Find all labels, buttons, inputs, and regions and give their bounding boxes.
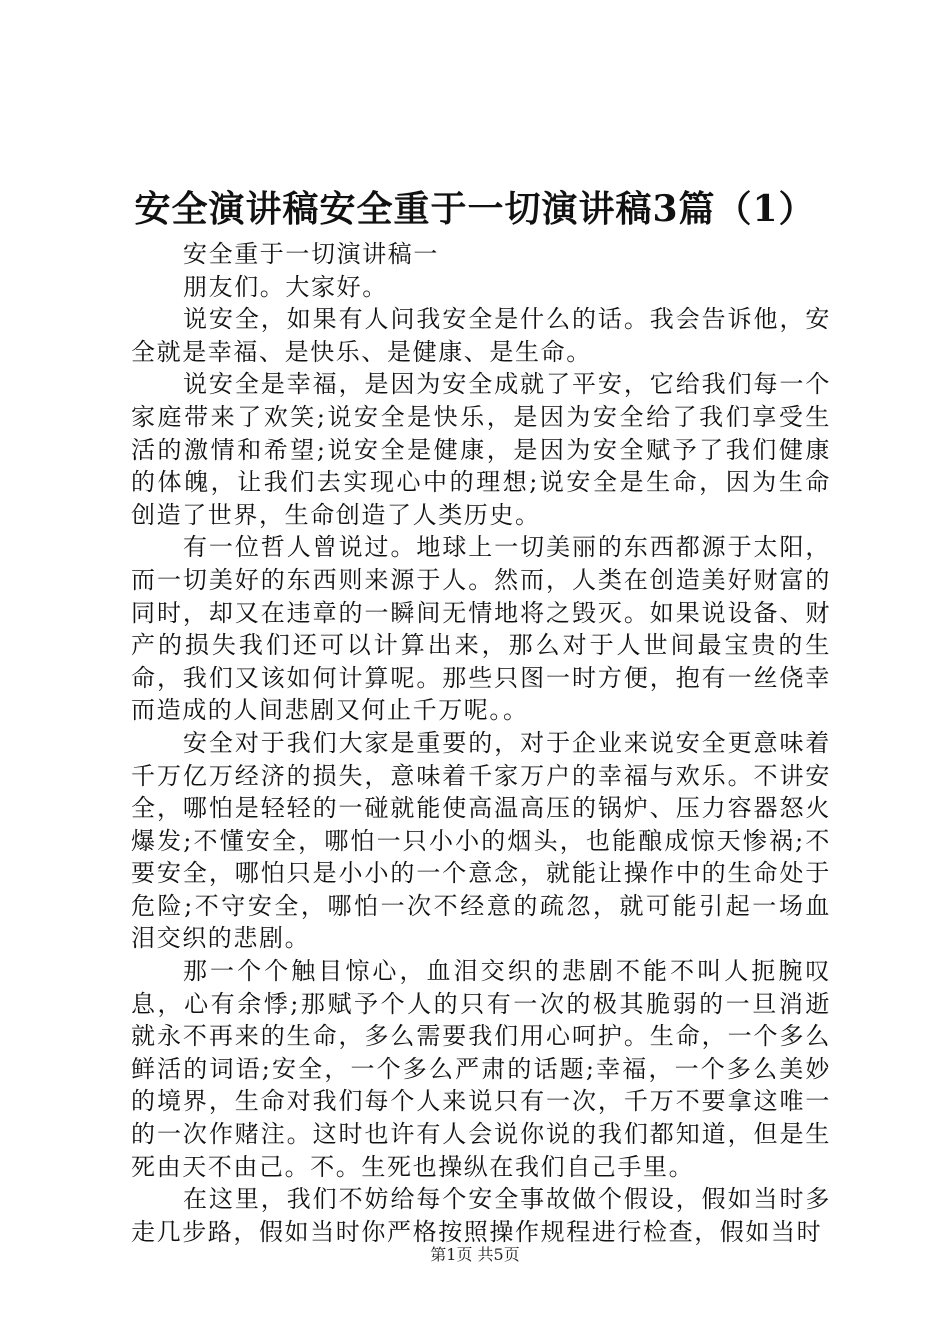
page-number-footer: 第1页 共5页: [430, 1245, 520, 1264]
paragraph: 说安全是幸福，是因为安全成就了平安，它给我们每一个家庭带来了欢笑;说安全是快乐，是因为安全给了我们享受生活的激情和希望;说安全是健康，是因为安全赋予了我们健康的体魄，让我们去实现心中的理想;说安全是生命，因为生命创造了世界，生命创造了人类历史。: [131, 370, 831, 529]
section-heading: 安全重于一切演讲稿一: [183, 240, 439, 268]
paragraph: 有一位哲人曾说过。地球上一切美丽的东西都源于太阳，而一切美好的东西则来源于人。然而，人类在创造美好财富的同时，却又在违章的一瞬间无情地将之毁灭。如果说设备、财产的损失我们还可以计算出来，那么对于人世间最宝贵的生命，我们又该如何计算呢。那些只图一时方便，抱有一丝侥幸而造成的人间悲剧又何止千万呢。。: [131, 533, 831, 725]
document-title: 安全演讲稿安全重于一切演讲稿3篇（1）: [134, 188, 816, 230]
document-body: [131, 238, 831, 1248]
paragraph: 朋友们。大家好。: [183, 272, 388, 301]
paragraph: 在这里，我们不妨给每个安全事故做个假设，假如当时多走几步路，假如当时你严格按照操作规程进行检查，假如当时: [131, 1185, 831, 1246]
paragraph: 安全对于我们大家是重要的，对于企业来说安全更意味着千万亿万经济的损失，意味着千家万户的幸福与欢乐。不讲安全，哪怕是轻轻的一碰就能使高温高压的锅炉、压力容器怒火爆发;不懂安全，哪怕一只小小的烟头，也能酿成惊天惨祸;不要安全，哪怕只是小小的一个意念，就能让操作中的生命处于危险;不守安全，哪怕一次不经意的疏忽，就可能引起一场血泪交织的悲剧。: [131, 728, 831, 953]
paragraph: 那一个个触目惊心，血泪交织的悲剧不能不叫人扼腕叹息，心有余悸;那赋予个人的只有一次的极其脆弱的一旦消逝就永不再来的生命，多么需要我们用心呵护。生命，一个多么鲜活的词语;安全，一个多么严肃的话题;幸福，一个多么美妙的境界，生命对我们每个人来说只有一次，千万不要拿这唯一的一次作赌注。这时也许有人会说你说的我们都知道，但是生死由天不由己。不。生死也操纵在我们自己手里。: [131, 957, 831, 1181]
paragraph: 说安全，如果有人问我安全是什么的话。我会告诉他，安全就是幸福、是快乐、是健康、是生命。: [131, 305, 831, 366]
